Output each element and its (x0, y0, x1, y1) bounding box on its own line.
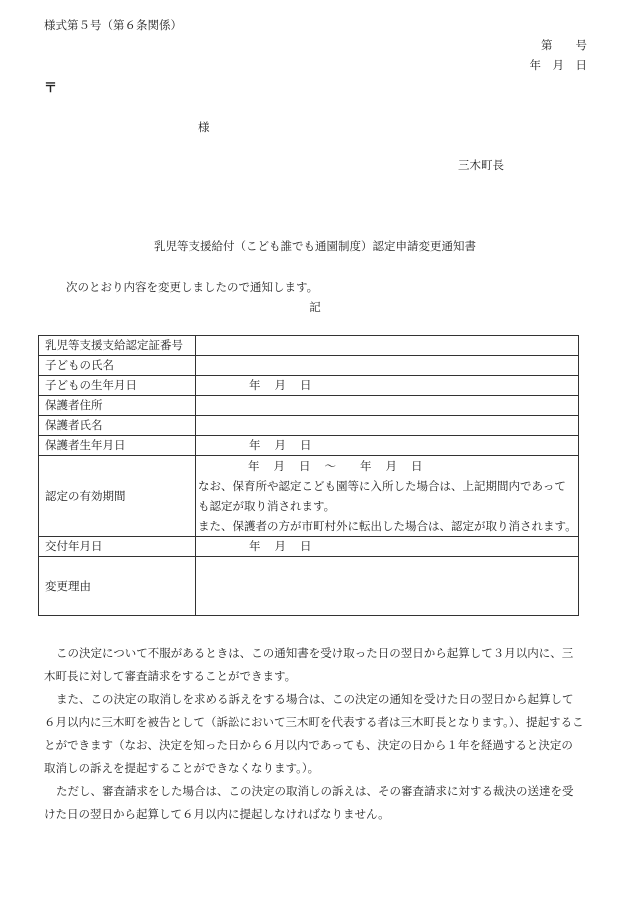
table-row (39, 456, 579, 537)
issue-date-value: 年 月 日 (196, 537, 579, 557)
row-label: 変更理由 (39, 557, 196, 616)
validity-period-value (196, 456, 579, 537)
table-row (39, 436, 579, 456)
note-paragraph: この決定について不服があるときは、この通知書を受け取った日の翌日から起算して３月以内に、三木町長に対して審査請求をすることができます。 (44, 646, 574, 683)
period-note: も認定が取り消されます。 (198, 499, 336, 513)
table-row (39, 356, 579, 376)
child-name-value (196, 356, 579, 376)
guardian-name-value (196, 416, 579, 436)
child-birthdate-value: 年 月 日 (196, 376, 579, 396)
note-paragraph: ただし、審査請求をした場合は、この決定の取消しの訴えは、その審査請求に対する裁決の送達を受けた日の翌日から起算して６月以内に提起しなければなりません。 (44, 784, 574, 821)
row-label: 交付年月日 (39, 537, 196, 557)
document-title: 乳児等支援給付（こども誰でも通園制度）認定申請変更通知書 (154, 239, 476, 253)
row-label: 子どもの生年月日 (39, 376, 196, 396)
table-row (39, 537, 579, 557)
row-label: 認定の有効期間 (39, 456, 196, 537)
row-label: 保護者氏名 (39, 416, 196, 436)
lead-sentence: 次のとおり内容を変更しましたので通知します。 (66, 280, 319, 294)
certificate-number-value (196, 336, 579, 356)
period-note: なお、保育所や認定こども園等に入所した場合は、上記期間内であって (198, 479, 566, 493)
guardian-birthdate-value: 年 月 日 (196, 436, 579, 456)
row-label: 乳児等支援支給認定証番号 (39, 336, 196, 356)
details-table (38, 335, 579, 616)
table-row (39, 416, 579, 436)
addressee-suffix: 様 (198, 120, 210, 134)
document-date: 年 月 日 (529, 58, 587, 72)
postal-mark: 〒 (44, 81, 58, 96)
issuer-name: 三木町長 (458, 158, 504, 172)
table-row (39, 557, 579, 616)
document-number: 第 号 (541, 38, 587, 52)
period-note: また、保護者の方が市町村外に転出した場合は、認定が取り消されます。 (198, 519, 577, 533)
ki-marker: 記 (309, 300, 321, 314)
row-label: 子どもの氏名 (39, 356, 196, 376)
table-row (39, 376, 579, 396)
note-paragraph: また、この決定の取消しを求める訴えをする場合は、この決定の通知を受けた日の翌日から起算して６月以内に三木町を被告として（訴訟において三木町を代表する者は三木町長となります。）、提起することができます（なお、決定を知った日から６月以内であっても、決定の日から１年を経過すると決定の取消しの訴えを提起することができなくなります。）。 (44, 692, 584, 775)
form-number: 様式第５号（第６条関係） (44, 18, 182, 32)
table-row (39, 336, 579, 356)
row-label: 保護者住所 (39, 396, 196, 416)
table-row (39, 396, 579, 416)
period-range: 年 月 日 〜 年 月 日 (248, 459, 423, 473)
row-label: 保護者生年月日 (39, 436, 196, 456)
appeal-notes (44, 642, 584, 826)
guardian-address-value (196, 396, 579, 416)
change-reason-value (196, 557, 579, 616)
